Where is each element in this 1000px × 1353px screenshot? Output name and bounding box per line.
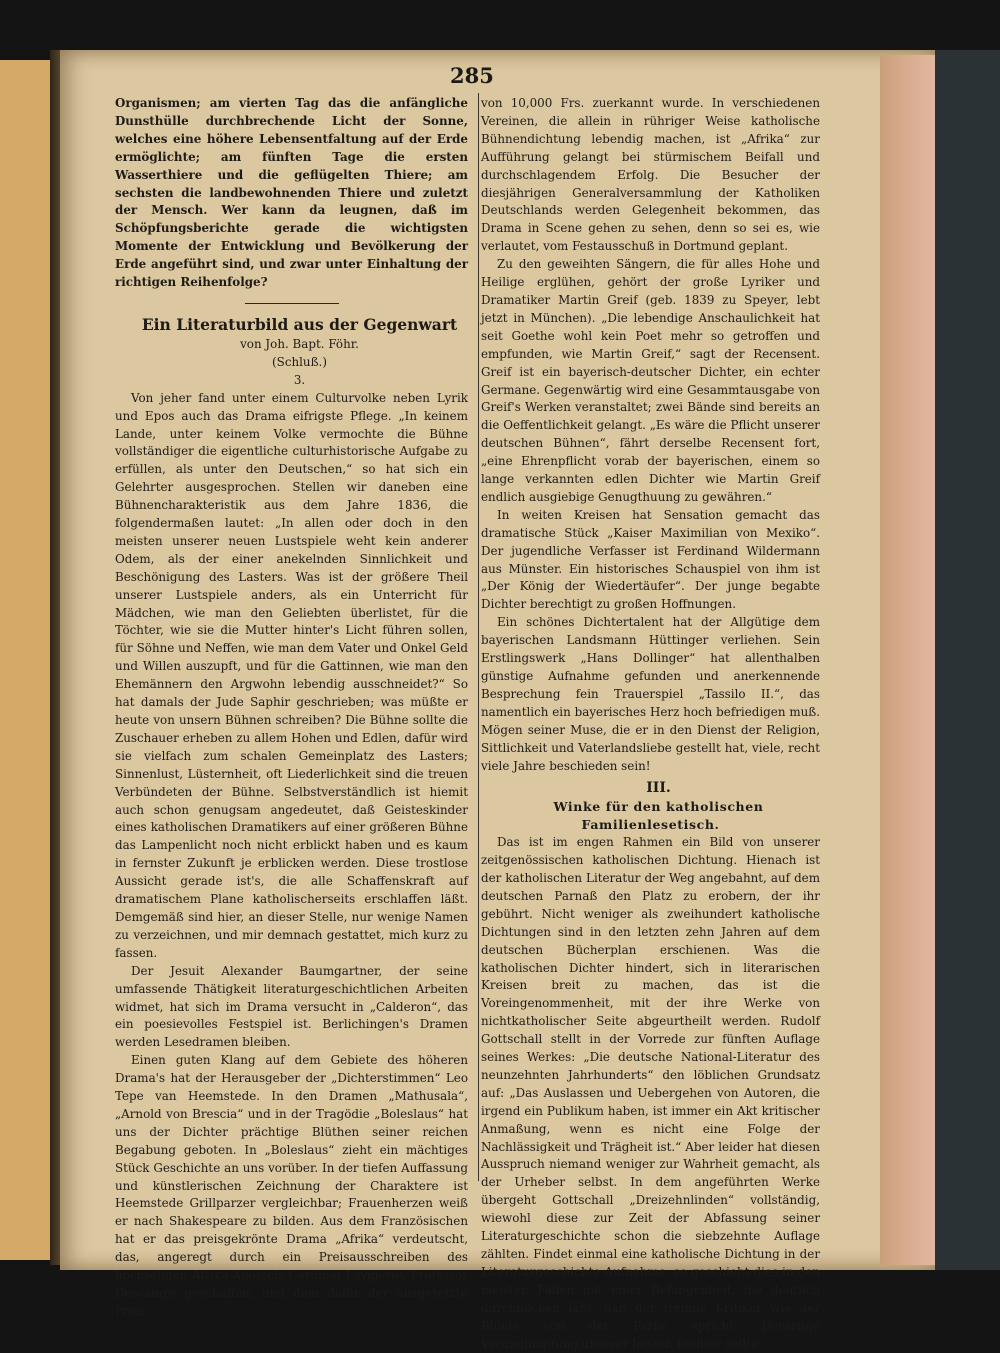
paragraph: In weiten Kreisen hat Sensation gemacht das dramatische Stück „Kaiser Maximilian von Mexiko“. Der jugendliche Verfasser ist Ferdinand Wildermann aus Münster. Ein historisches Schauspiel von ihm ist „Der König der Wiedertäufer“. Der junge begabte Dichter berechtigt zu großen Hoffnungen. xyxy=(481,507,820,612)
right-column xyxy=(481,95,820,1353)
section-title: Winke für den katholischen Familienlesetisch. xyxy=(553,799,764,833)
left-column xyxy=(115,95,468,1321)
article-title: Ein Literaturbild aus der Gegenwart xyxy=(141,314,458,334)
section-divider xyxy=(245,303,339,304)
paragraph: Zu den geweihten Sängern, die für alles Hohe und Heilige erglühen, gehört der große Lyriker und Dramatiker Martin Greif (geb. 1839 zu Speyer, lebt jetzt in München). „Die lebendige Anschaulichkeit hat seit Goethe wohl kein Poet mehr so getroffen und empfunden, wie Martin Greif,“ sagt der Recensent. Greif ist ein bayerisch-deutscher Dichter, ein echter Germane. Gegenwärtig wird eine Gesammtausgabe von Greif's Werken veranstaltet; zwei Bände sind bereits an die Oeffentlichkeit gelangt. „Es wäre die Pflicht unserer deutschen Bühnen“, fährt derselbe Recensent fort, „eine Ehrenpflicht vorab der bayerischen, einem so lange verkannten edlen Dichter wie Martin Greif endlich ausgiebige Genugthuung zu gewähren.“ xyxy=(481,257,820,504)
paragraph: von 10,000 Frs. zuerkannt wurde. In verschiedenen Vereinen, die allein in rühriger Weise katholische Bühnendichtung lebendig machen, ist „Afrika“ zur Aufführung gelangt bei stürmischem Beifall und durchschlagendem Erfolg. Die Besucher der diesjährigen Generalversammlung der Katholiken Deutschlands werden Gelegenheit bekommen, das Drama in Scene gehen zu sehen, denn so sei es, wie verlautet, vom Festausschuß in Dortmund geplant. xyxy=(481,96,820,254)
book-cover xyxy=(935,50,1000,1270)
paragraph: Der Jesuit Alexander Baumgartner, der seine umfassende Thätigkeit literaturgeschichtlichen Arbeiten widmet, hat sich im Drama versucht in „Calderon“, das ein poesievolles Festspiel ist. Berlichingen's Dramen werden Lesedramen bleiben. xyxy=(115,963,468,1050)
article-byline: von Joh. Bapt. Föhr. xyxy=(240,336,359,351)
intro-paragraph: Organismen; am vierten Tag das die anfängliche Dunsthülle durchbrechende Licht der Sonne, welches eine höhere Lebensentfaltung auf der Erde ermöglichte; am fünften Tage die ersten Wasserthiere und die geflügelten Thiere; am sechsten die landbewohnenden Thiere und zuletzt der Mensch. Wer kann da leugnen, daß im Schöpfungsberichte gerade die wichtigsten Momente der Entwicklung und Bevölkerung der Erde angeführt sind, und zwar unter Einhaltung der richtigen Reihenfolge? xyxy=(115,96,468,290)
continuation-note: (Schluß.) xyxy=(272,354,327,369)
column-rule xyxy=(478,93,479,1181)
paragraph: Einen guten Klang auf dem Gebiete des höheren Drama's hat der Herausgeber der „Dichterstimmen“ Leo Tepe van Heemstede. In den Dramen „Mathusala“, „Arnold von Brescia“ und in der Tragödie „Boleslaus“ hat uns der Dichter prächtige Blüthen seiner reichen Begabung geboten. In „Boleslaus“ zieht ein mächtiges Stück Geschichte an uns vorüber. In der tiefen Auffassung und künstlerischen Zeichnung der Charaktere ist Heemstede Grillparzer vergleichbar; Frauenherzen weiß er nach Shakespeare zu bilden. Aus dem Französischen hat er das preisgekrönte Drama „Afrika“ verdeutscht, das, angeregt durch ein Preisausschreiben des hochseligen Afrika-Apostels Cardinal Lavigerie, Professor Descamps geschaffen, und dem dafür der ausgesetzte Preis xyxy=(115,1053,468,1318)
paragraph: Das ist im engen Rahmen ein Bild von unserer zeitgenössischen katholischen Dichtung. Hienach ist der katholischen Literatur der Weg angebahnt, auf dem deutschen Parnaß den Platz zu erobern, der ihr gebührt. Nicht weniger als zweihundert katholische Dichtungen sind in den letzten zehn Jahren auf dem deutschen Bücherplan erschienen. Was die katholischen Dichter hindert, sich in literarischen Kreisen breit zu machen, das ist die Voreingenommenheit, mit der ihre Werke von nichtkatholischer Seite abgeurtheilt werden. Rudolf Gottschall stellt in der Vorrede zur fünften Auflage seines Werkes: „Die deutsche National-Literatur des neunzehnten Jahrhunderts“ den löblichen Grundsatz auf: „Das Auslassen und Uebergehen von Autoren, die irgend ein Publikum haben, ist immer ein Akt kritischer Anmaßung, wenn es nicht eine Folge der Nachlässigkeit und Trägheit ist.“ Aber leider hat diesen Ausspruch niemand weniger zur Wahrheit gemacht, als der Urheber selbst. In dem angeführten Werke übergeht Gottschall „Dreizehnlinden“ vollständig, wiewohl diese zur Zeit der Abfassung seiner Literaturgeschichte schon die siebzehnte Auflage zählten. Findet einmal eine katholische Dichtung in der Literaturgeschichte Aufnahme, so geschieht dies in den meisten Fällen mit einer Befangenheit, die deutlich durchblicken läßt, daß der fremde Kritiker wie der Blinde von der Farbe spricht. Derartige Verunglimpfung unserer besten Dichter sollte xyxy=(481,835,820,1351)
paragraph: Von jeher fand unter einem Culturvolke neben Lyrik und Epos auch das Drama eifrigste Pflege. „In keinem Lande, unter keinem Volke vermochte die Bühne vollständiger die eigentliche culturhistorische Aufgabe zu erfüllen, als unter den Deutschen,“ so hat sich ein Gelehrter ausgesprochen. Stellen wir daneben eine Bühnencharakteristik aus dem Jahre 1836, die folgendermaßen lautet: „In allen oder doch in den meisten unserer neuen Lustspiele weht kein anderer Odem, als der einer anekelnden Sinnlichkeit und Beschönigung des Lasters. Was ist der größere Theil unserer Lustspiele anders, als ein Unterricht für Mädchen, wie man den Geliebten überlistet, für die Töchter, wie sie die Mutter hinter's Licht führen sollen, für Söhne und Neffen, wie man dem Vater und Onkel Geld und Willen auszupft, und für die Gattinnen, wie man den Ehemännern den Argwohn lebendig ausschneidet?“ So hat damals der Jude Saphir geschrieben; was müßte er heute von unsern Bühnen schreiben? Die Bühne sollte die Zuschauer erheben zu allem Hohen und Edlen, dafür wird sie vielfach zum schalen Gemeinplatz des Lasters; Sinnenlust, Lüsternheit, oft Liederlichkeit sind die treuen Verbündeten der Bühne. Selbstverständlich ist hiemit auch schon genugsam angedeutet, daß Geisteskinder eines katholischen Dramatikers auf einer größeren Bühne das Lampenlicht noch nicht erblickt haben und es kaum in fernster Zukunft je erblicken werden. Diese trostlose Aussicht gerade ist's, die alle Schaffenskraft auf dramatischem Plane katholischerseits erschlaffen läßt. Demgemäß sind hier, an dieser Stelle, nur wenige Namen zu verzeichnen, und mir demnach gestattet, mich kurz zu fassen. xyxy=(115,390,468,960)
page-number: 285 xyxy=(450,63,494,88)
left-page-edge xyxy=(0,60,54,1260)
section-number: 3. xyxy=(293,372,306,387)
section-number: III. xyxy=(646,780,671,797)
page-stack-edge xyxy=(880,55,935,1265)
paragraph: Ein schönes Dichtertalent hat der Allgütige dem bayerischen Landsmann Hüttinger verliehen. Sein Erstlingswerk „Hans Dollinger“ hat allenthalben günstige Aufnahme gefunden und anerkennende Besprechung fein Trauerspiel „Tassilo II.“, das namentlich ein bayerisches Herz hoch befriedigen muß. Mögen seiner Muse, die er in den Dienst der Religion, Sittlichkeit und Vaterlandsliebe gestellt hat, viele, recht viele Jahre beschieden sein! xyxy=(481,615,820,773)
